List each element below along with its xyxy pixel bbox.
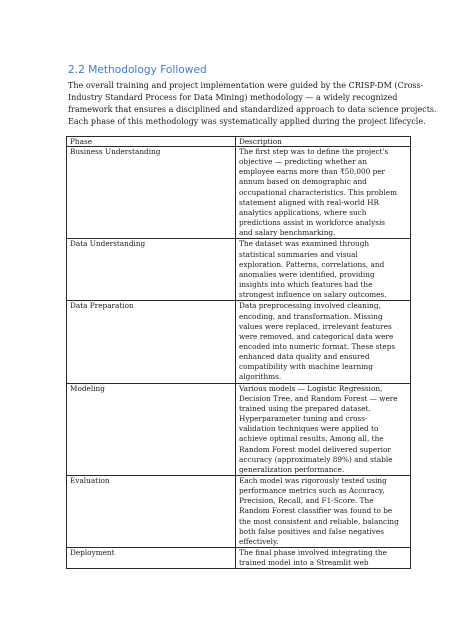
description-line: The dataset was examined through: [239, 239, 370, 249]
description-line: accuracy (approximately 89%) and stable: [239, 454, 393, 464]
phase-cell: Modeling: [67, 383, 236, 475]
description-line: encoding, and transformation. Missing: [239, 311, 383, 321]
description-line: Various models — Logistic Regression,: [239, 383, 383, 393]
description-cell: [236, 147, 411, 239]
description-line: Random Forest classifier was found to be: [239, 506, 393, 516]
intro-paragraph: [68, 80, 437, 128]
phase-cell: Deployment: [67, 548, 236, 569]
description-line: were removed, and categorical data were: [239, 331, 394, 341]
description-line: The first step was to define the project's: [239, 147, 389, 156]
description-line: analytics applications, where such: [239, 207, 367, 217]
phase-cell: Business Understanding: [67, 147, 236, 239]
description-line: algorithms.: [239, 372, 282, 382]
description-line: statistical summaries and visual: [239, 249, 358, 259]
description-line: achieve optimal results. Among all, the: [239, 434, 384, 444]
description-line: exploration. Patterns, correlations, and: [239, 259, 385, 269]
description-line: The final phase involved integrating the: [239, 548, 387, 558]
intro-line: Industry Standard Process for Data Mining) methodology — a widely recognized: [68, 93, 398, 102]
description-line: annum based on demographic and: [239, 177, 367, 187]
description-cell: [236, 301, 411, 383]
description-line: both false positives and false negatives: [239, 526, 384, 536]
description-cell: [236, 383, 411, 475]
description-cell: [236, 548, 411, 569]
description-line: effectively.: [239, 536, 279, 546]
description-cell: [236, 476, 411, 548]
intro-line: The overall training and project implementation were guided by the CRISP-DM (Cross-: [68, 81, 424, 90]
description-line: Hyperparameter tuning and cross-: [239, 414, 368, 424]
table-row: [67, 476, 411, 548]
table-row: [67, 301, 411, 383]
table-header-row: [67, 137, 411, 147]
description-line: statement aligned with real-world HR: [239, 197, 379, 207]
description-line: strongest influence on salary outcomes.: [239, 290, 387, 300]
description-line: encoded into numeric format. These steps: [239, 341, 396, 351]
description-line: the most consistent and reliable, balancing: [239, 516, 399, 526]
phase-cell: Data Preparation: [67, 301, 236, 383]
description-line: validation techniques were applied to: [239, 424, 379, 434]
description-line: trained model into a Streamlit web: [239, 558, 369, 568]
table-row: [67, 239, 411, 301]
table-body: [67, 147, 411, 569]
description-line: trained using the prepared dataset.: [239, 403, 371, 413]
table-row: [67, 383, 411, 475]
section-heading: 2.2 Methodology Followed: [68, 64, 207, 76]
description-line: Each model was rigorously tested using: [239, 476, 387, 485]
description-line: Decision Tree, and Random Forest — were: [239, 393, 398, 403]
description-line: performance metrics such as Accuracy,: [239, 486, 385, 496]
table-row: [67, 147, 411, 239]
description-line: enhanced data quality and ensured: [239, 352, 370, 362]
description-line: occupational characteristics. This problem: [239, 187, 398, 197]
phase-cell: Data Understanding: [67, 239, 236, 301]
description-line: compatibility with machine learning: [239, 362, 373, 372]
description-line: objective — predicting whether an: [239, 157, 367, 167]
column-header-phase: Phase: [67, 137, 236, 147]
description-line: Data preprocessing involved cleaning,: [239, 301, 381, 311]
table-row: [67, 548, 411, 569]
description-line: anomalies were identified, providing: [239, 269, 375, 279]
intro-line: framework that ensures a disciplined and standardized approach to data science projects.: [68, 105, 437, 114]
intro-line: Each phase of this methodology was systematically applied during the project lifecycle.: [68, 117, 426, 126]
description-line: Precision, Recall, and F1-Score. The: [239, 496, 374, 506]
description-line: and salary benchmarking.: [239, 228, 336, 238]
description-line: generalization performance.: [239, 464, 345, 474]
description-cell: [236, 239, 411, 301]
description-line: insights into which features had the: [239, 280, 373, 290]
description-line: Random Forest model delivered superior: [239, 444, 391, 454]
phase-cell: Evaluation: [67, 476, 236, 548]
description-line: values were replaced, irrelevant features: [239, 321, 392, 331]
methodology-table: [66, 136, 411, 569]
description-line: predictions assist in workforce analysis: [239, 218, 386, 228]
description-line: employee earns more than ₹50,000 per: [239, 167, 386, 177]
column-header-description: Description: [236, 137, 411, 147]
